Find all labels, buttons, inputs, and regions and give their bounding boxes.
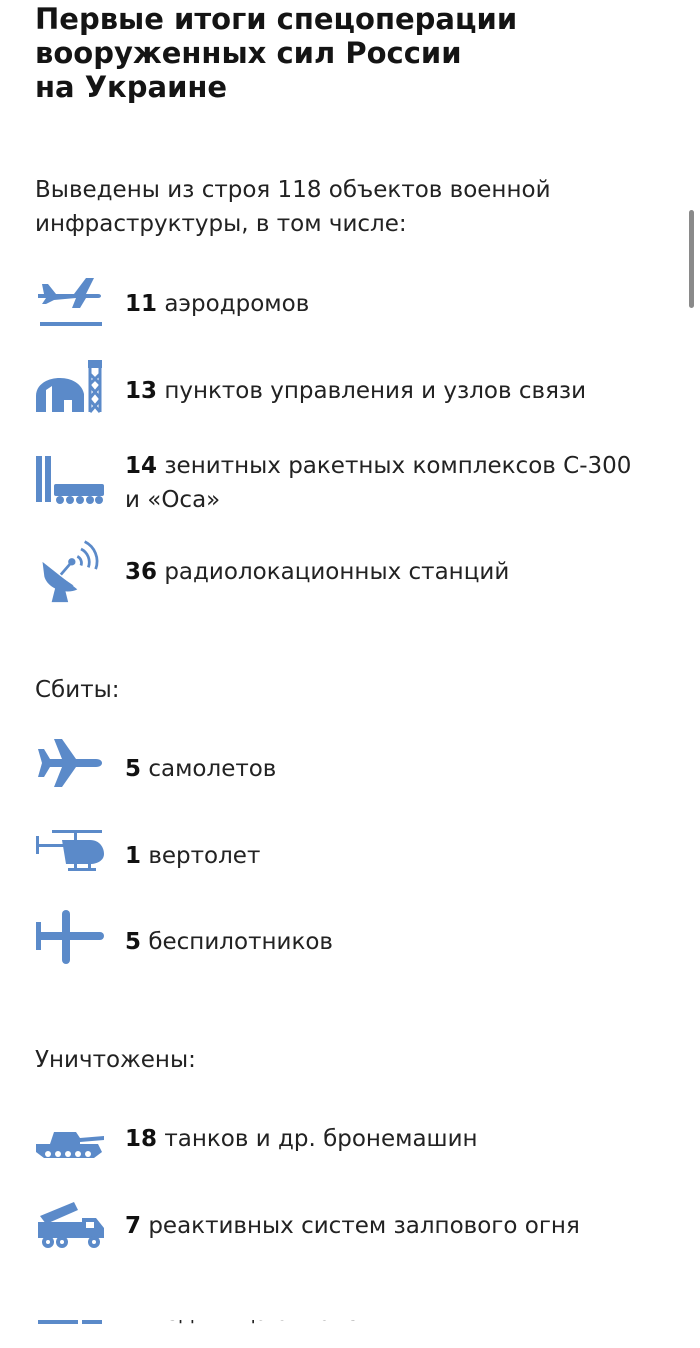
item-airfields [125, 287, 309, 321]
section-disabled-label-line-2: инфраструктуры, в том числе: [35, 211, 407, 237]
item-label: пунктов управления и узлов связи [164, 378, 587, 404]
item-label: самолетов [148, 756, 277, 782]
item-airplanes [125, 752, 276, 786]
title-line-2: вооруженных сил России [35, 36, 462, 70]
item-count: 18 [125, 1126, 158, 1152]
item-missile-systems [125, 449, 631, 517]
tank-icon [34, 1112, 106, 1170]
item-helicopter [125, 839, 260, 873]
item-count: 14 [125, 453, 158, 479]
section-destroyed-label-text: Уничтожены: [35, 1047, 196, 1073]
section-disabled-label [35, 173, 551, 241]
command-post-icon [34, 356, 106, 414]
title-line-3: на Украине [35, 70, 228, 104]
item-label: аэродромов [164, 291, 310, 317]
item-label: танков и др. бронемашин [164, 1126, 478, 1152]
missile-system-icon [34, 450, 106, 508]
title-line-1: Первые итоги спецоперации [35, 2, 518, 36]
item-count: 1 [125, 843, 142, 869]
screen-bottom-edge [0, 1290, 700, 1320]
rocket-launcher-icon [34, 1196, 106, 1254]
item-drones [125, 925, 333, 959]
item-label: радиолокационных станций [164, 559, 510, 585]
item-label: зенитных ракетных комплексов С-300 [164, 453, 632, 479]
item-label: беспилотников [148, 929, 333, 955]
item-label: реактивных систем залпового огня [148, 1213, 580, 1239]
item-count: 7 [125, 1213, 142, 1239]
item-command-posts [125, 374, 586, 408]
radar-icon [34, 538, 106, 596]
item-count: 13 [125, 378, 158, 404]
helicopter-icon [34, 822, 106, 880]
item-label-line-2: и «Оса» [125, 487, 221, 513]
section-shot-down-label [35, 673, 120, 707]
item-radars [125, 555, 509, 589]
item-count: 36 [125, 559, 158, 585]
airfield-icon [34, 272, 106, 330]
drone-icon [34, 908, 106, 966]
section-shot-down-label-text: Сбиты: [35, 677, 120, 703]
item-label: вертолет [148, 843, 261, 869]
item-count: 11 [125, 291, 158, 317]
section-destroyed-label [35, 1043, 196, 1077]
item-count: 5 [125, 929, 142, 955]
section-disabled-label-line-1: Выведены из строя 118 объектов военной [35, 177, 551, 203]
item-tanks [125, 1122, 478, 1156]
page-title [35, 2, 635, 104]
item-count: 5 [125, 756, 142, 782]
scrollbar-thumb[interactable] [689, 210, 694, 308]
item-rocket-launchers [125, 1209, 580, 1243]
airplane-icon [34, 735, 106, 793]
